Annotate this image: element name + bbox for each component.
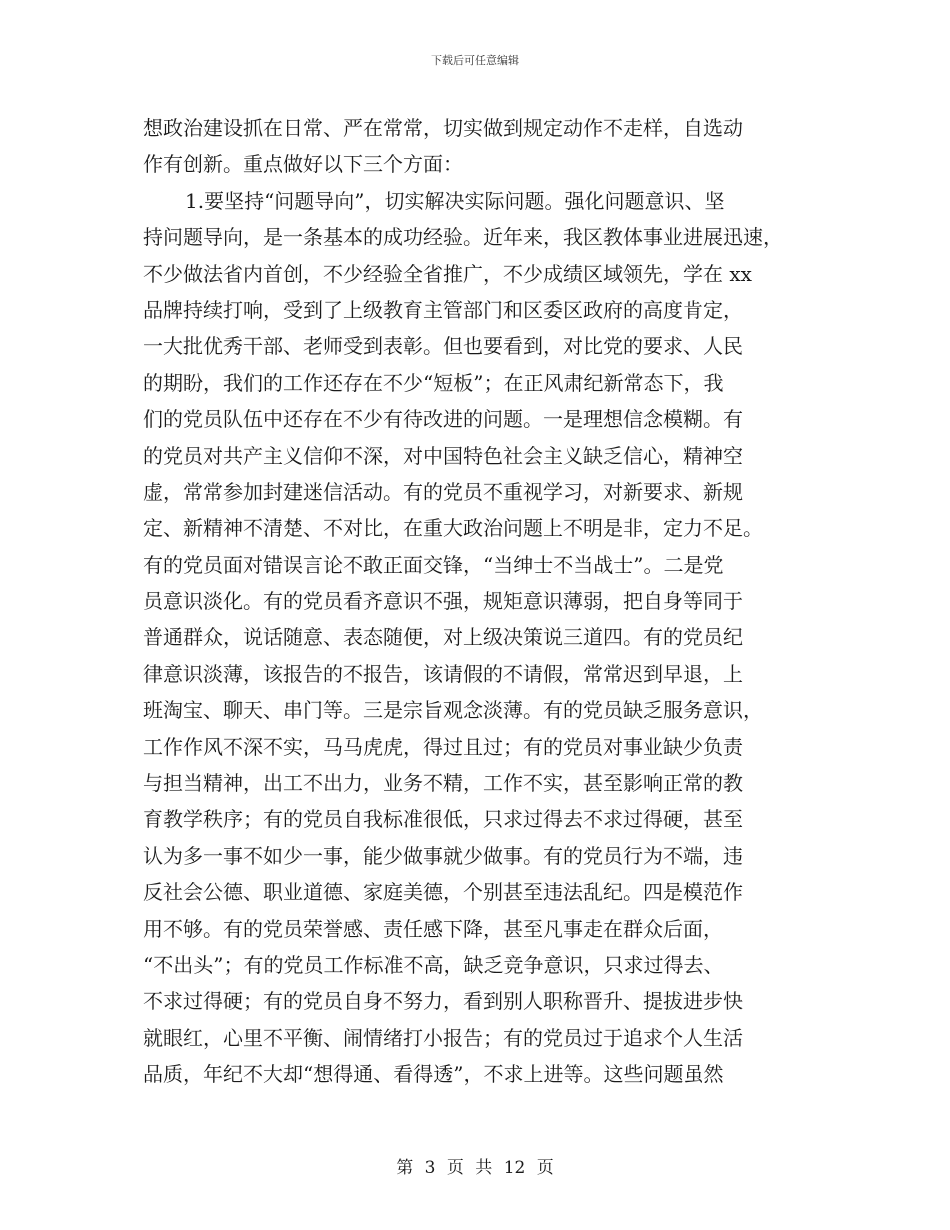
text-line: 的期盼，我们的工作还存在不少“短板”；在正风肃纪新常态下，我: [143, 370, 724, 395]
text-line: 品牌持续打响，受到了上级教育主管部门和区委区政府的高度肯定，: [143, 297, 743, 322]
text-line: 与担当精神，出工不出力，业务不精，工作不实，甚至影响正常的教: [143, 771, 743, 796]
text-line: 品质，年纪不大却“想得通、看得透”，不求上进等。这些问题虽然: [143, 1062, 724, 1087]
text-line: 定、新精神不清楚、不对比，在重大政治问题上不明是非，定力不足。: [143, 516, 763, 541]
document-body: [143, 110, 807, 1093]
text-line: 员意识淡化。有的党员看齐意识不强，规矩意识薄弱，把自身等同于: [143, 589, 743, 614]
text-line: 想政治建设抓在日常、严在常常，切实做到规定动作不走样，自选动: [143, 116, 743, 140]
text-line: 工作作风不深不实，马马虎虎，得过且过；有的党员对事业缺少负责: [143, 734, 743, 759]
text-line: 有的党员面对错误言论不敢正面交锋，“当绅士不当战士”。二是党: [143, 552, 724, 577]
text-line: 不求过得硬；有的党员自身不努力，看到别人职称晋升、提拔进步快: [143, 989, 743, 1014]
text-line: 反社会公德、职业道德、家庭美德，个别甚至违法乱纪。四是模范作: [143, 880, 743, 905]
text-line: 作有创新。重点做好以下三个方面：: [143, 152, 463, 177]
text-line: 们的党员队伍中还存在不少有待改进的问题。一是理想信念模糊。有: [143, 407, 743, 432]
text-line: 用不够。有的党员荣誉感、责任感下降，甚至凡事走在群众后面，: [143, 916, 723, 941]
text-line: “不出头”；有的党员工作标准不高，缺乏竞争意识，只求过得去、: [143, 952, 724, 977]
page-number-footer: 第 3 页 共 12 页: [396, 1158, 554, 1178]
text-line: 班淘宝、聊天、串门等。三是宗旨观念淡薄。有的党员缺乏服务意识，: [143, 698, 763, 723]
text-line: 就眼红，心里不平衡、闹情绪打小报告；有的党员过于追求个人生活: [143, 1025, 743, 1050]
text-line: 的党员对共产主义信仰不深，对中国特色社会主义缺乏信心，精神空: [143, 443, 743, 468]
page-header-note: 下载后可任意编辑: [431, 54, 519, 67]
text-line: 虚，常常参加封建迷信活动。有的党员不重视学习，对新要求、新规: [143, 479, 743, 504]
text-line: 普通群众，说话随意、表态随便，对上级决策说三道四。有的党员纪: [143, 625, 743, 650]
text-line: 持问题导向，是一条基本的成功经验。近年来，我区教体事业进展迅速，: [143, 225, 783, 250]
text-line: 一大批优秀干部、老师受到表彰。但也要看到，对比党的要求、人民: [143, 334, 743, 359]
text-line: 育教学秩序；有的党员自我标准很低，只求过得去不求过得硬，甚至: [143, 807, 743, 832]
text-line: 认为多一事不如少一事，能少做事就少做事。有的党员行为不端，违: [143, 843, 743, 868]
text-line: 不少做法省内首创，不少经验全省推广，不少成绩区域领先，学在 xx: [143, 261, 752, 286]
text-line: 1.要坚持“问题导向”，切实解决实际问题。强化问题意识、坚: [185, 188, 725, 213]
text-line: 律意识淡薄，该报告的不报告，该请假的不请假，常常迟到早退，上: [143, 661, 743, 686]
